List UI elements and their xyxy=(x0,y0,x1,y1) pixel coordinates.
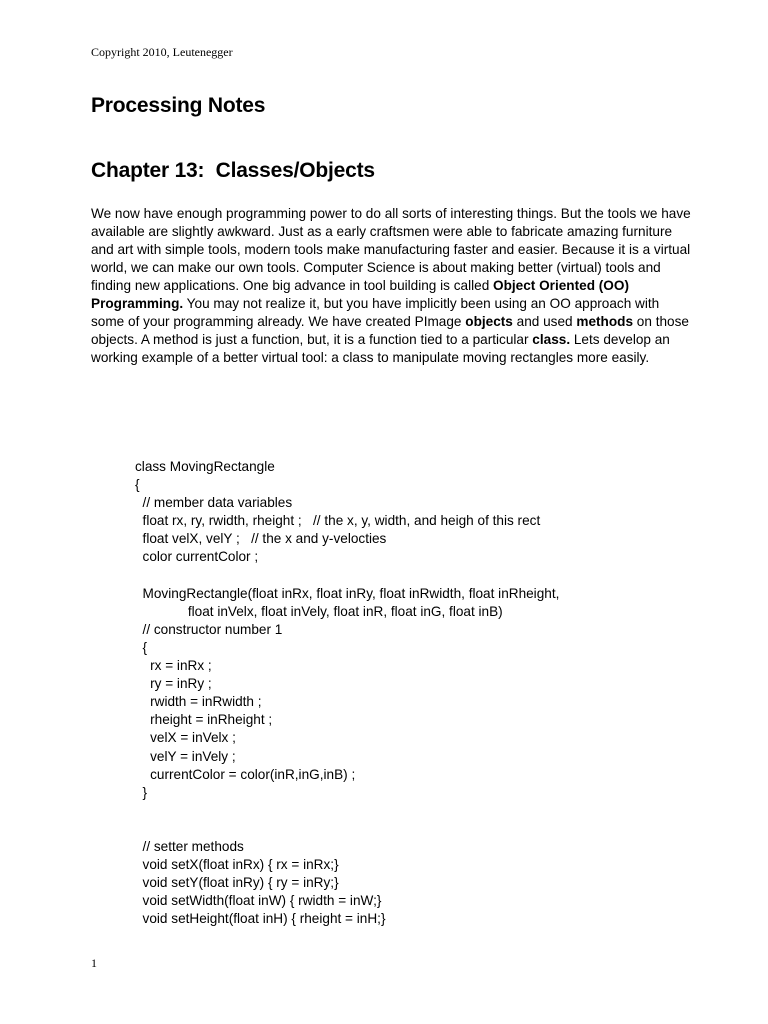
intro-text: and used xyxy=(512,314,577,329)
document-title: Processing Notes xyxy=(91,94,266,117)
intro-text: Lets develop an working example of a better virtual tool: a class to manipulate moving rectangles more easily. xyxy=(91,332,670,365)
intro-bold-term: class. xyxy=(532,332,571,347)
intro-text: You may not realize it, but you have implicitly been using an OO approach with some of your programming already. We have created PImage xyxy=(91,296,660,329)
intro-paragraph xyxy=(91,205,691,367)
chapter-heading: Chapter 13: Classes/Objects xyxy=(91,159,375,182)
copyright-notice: Copyright 2010, Leutenegger xyxy=(91,45,233,59)
intro-bold-term: methods xyxy=(576,314,634,329)
page-number: 1 xyxy=(91,956,97,970)
intro-bold-term: objects xyxy=(465,314,513,329)
intro-text: on those objects. A method is just a function, but, it is a function tied to a particular xyxy=(91,314,689,347)
intro-bold-term: Object Oriented (OO) Programming. xyxy=(91,278,629,311)
intro-text: We now have enough programming power to do all sorts of interesting things. But the tools we have available are slightly awkward. Just as a early craftsmen were able to fabricate amazing furniture and art with simple tools, modern tools make manufacturing faster and easier. Because it is a virtual world, we can make our own tools. Computer Science is about making better (virtual) tools and finding new applications. One big advance in tool building is called xyxy=(91,206,691,293)
code-listing: class MovingRectangle { // member data variables float rx, ry, rwidth, rheight ; // the x, y, width, and heigh of this rect float velX, velY ; // the x and y-velocties color currentColor ; MovingRectangle(float inRx, float inRy, float inRwidth, float inRheight, float inVelx, float inVely, float inR, float inG, float inB) // constructor number 1 { rx = inRx ; ry = inRy ; rwidth = inRwidth ; rheight = inRheight ; velX = inVelx ; velY = inVely ; currentColor = color(inR,inG,inB) ; } // setter methods void setX(float inRx) { rx = inRx;} void setY(float inRy) { ry = inRy;} void setWidth(float inW) { rwidth = inW;} void setHeight(float inH) { rheight = inH;} xyxy=(135,459,560,927)
